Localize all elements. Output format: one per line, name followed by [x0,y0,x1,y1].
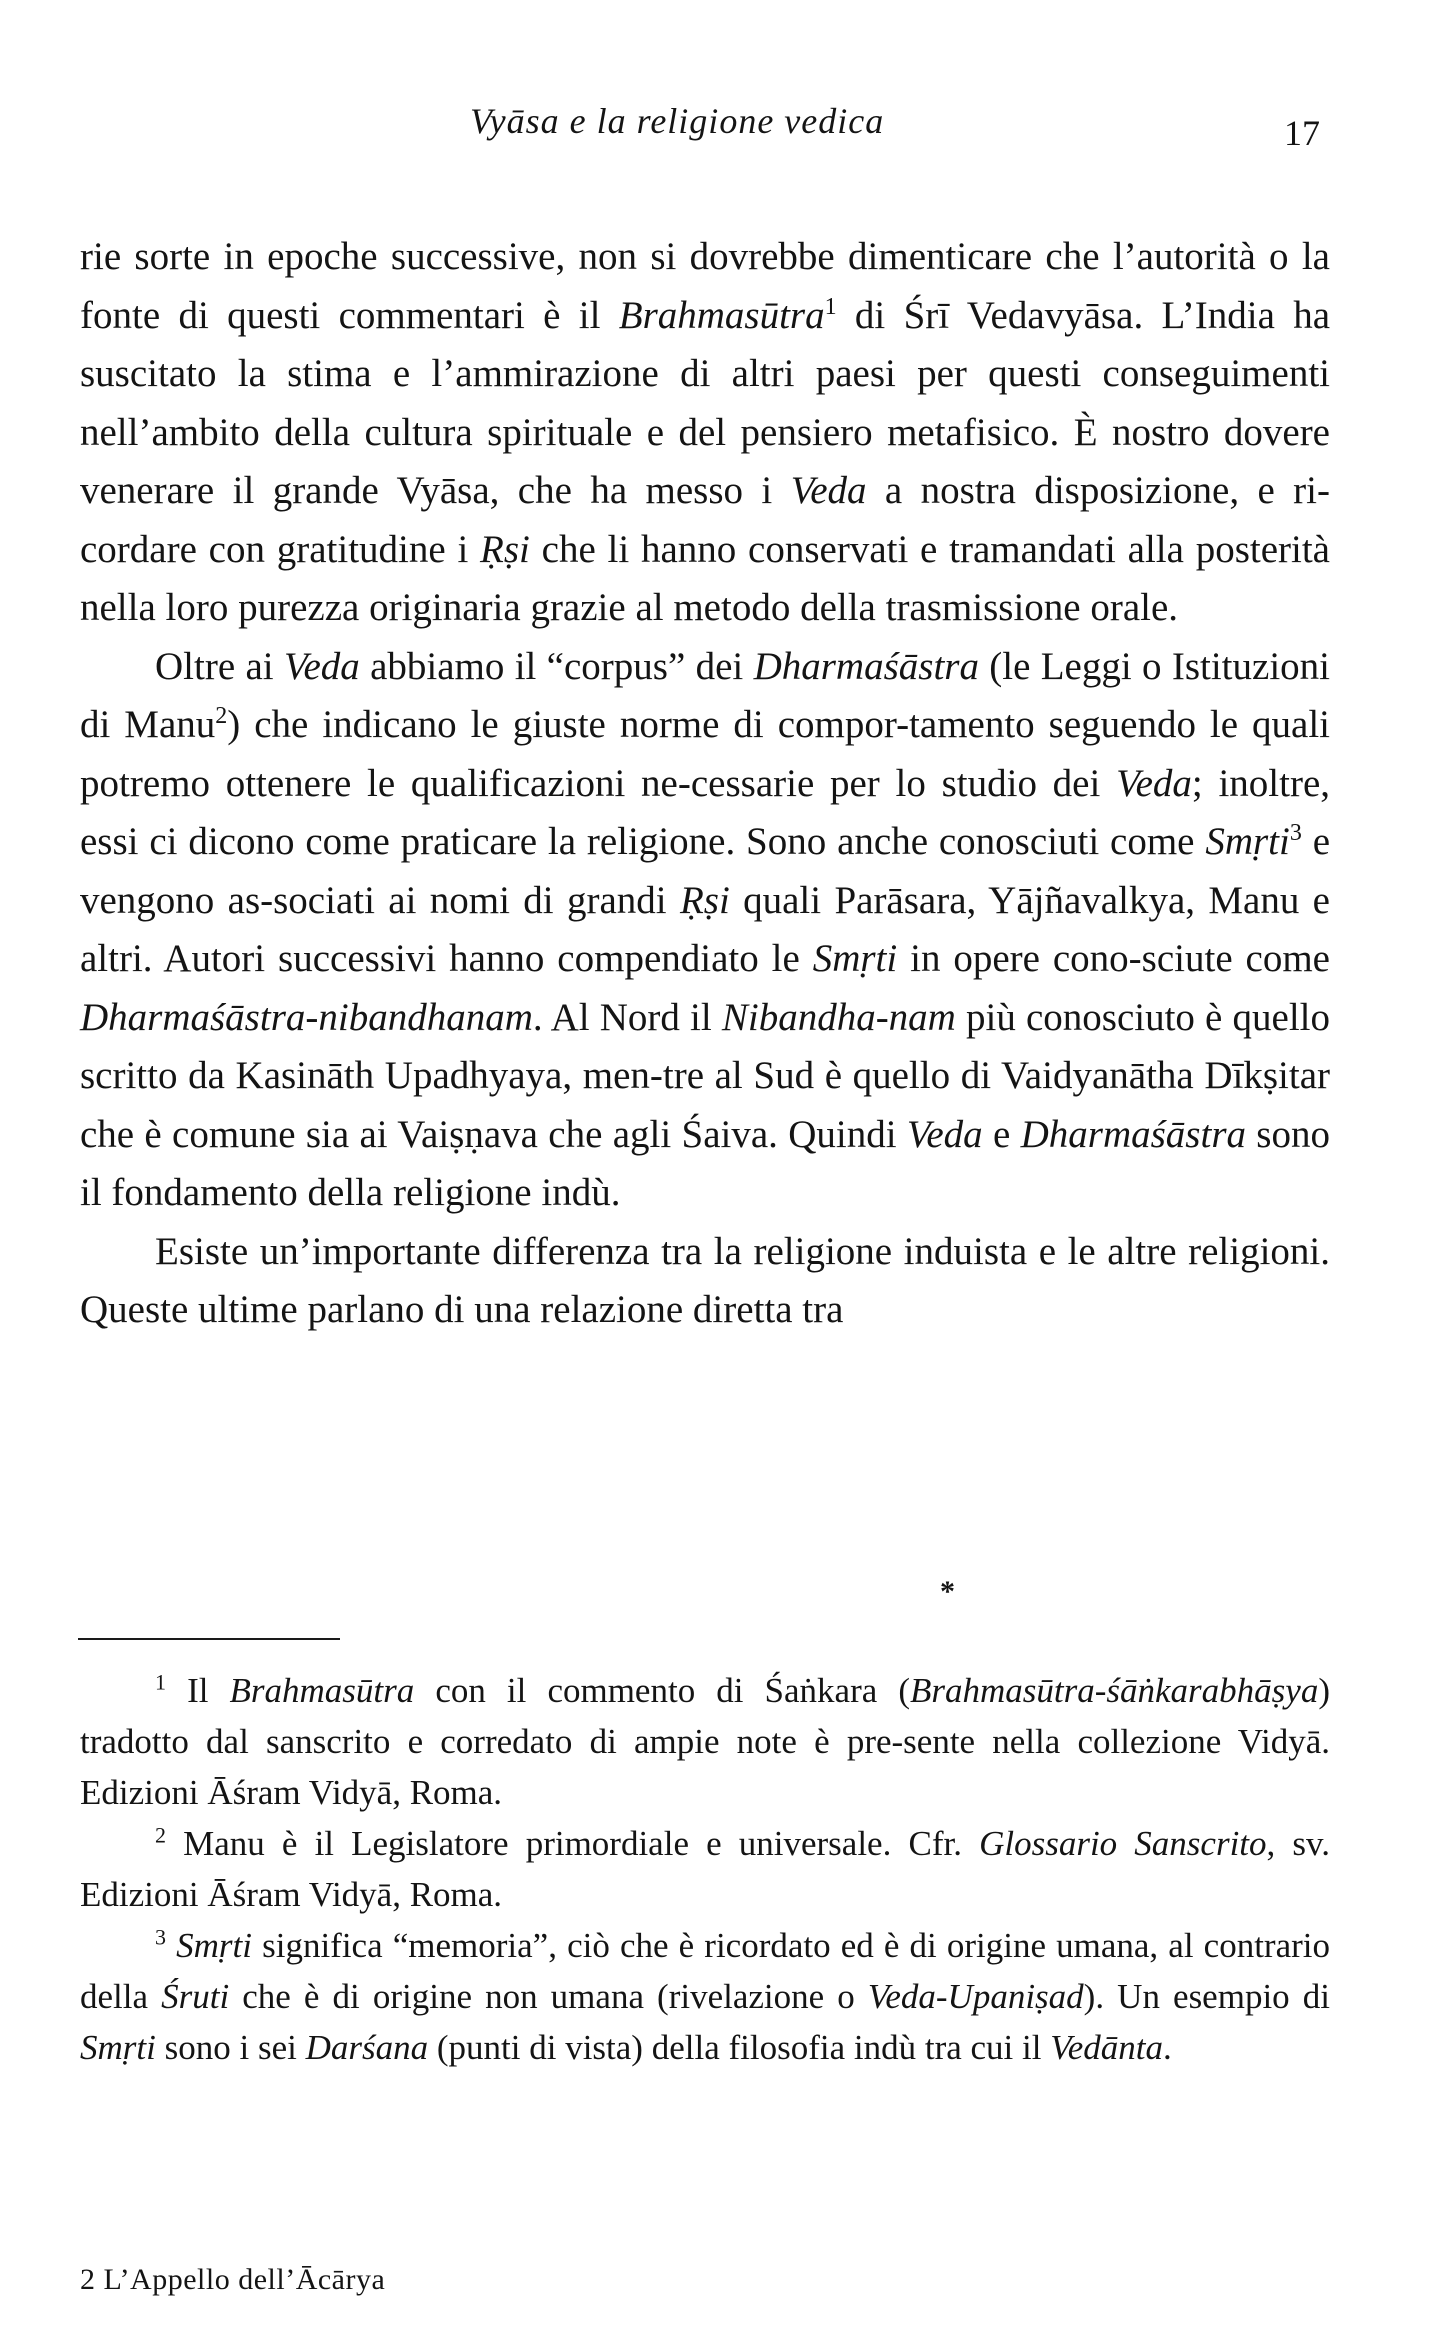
footnote-ref: 3 [1289,820,1302,846]
italic-term: Brahmasūtra-śāṅkarabhāṣya [910,1671,1319,1710]
paragraph-1 [80,228,1330,638]
footnote-ref: 1 [824,293,837,320]
footnote-number: 2 [155,1822,166,1848]
italic-term: Śruti [161,1977,230,2016]
footnotes [80,1665,1330,2073]
italic-term: Brahmasūtra [618,293,825,337]
italic-term: Smṛti [80,2028,156,2067]
italic-term: Veda [1116,761,1192,805]
text-run: che li hanno conservati e tramandati alla posterità nella loro purezza originaria grazie al metodo della trasmissione orale. [80,527,1330,629]
text-run: più conosciuto è quello scritto da Kasināth Upadhyaya, men-tre al Sud è quello di Vaidyanātha Dīkṣitar che è comune sia ai Vaiṣṇava che agli Śaiva. Quindi [80,995,1330,1156]
footnote-2 [80,1818,1330,1920]
asterisk-mark: * [940,1575,955,1608]
text-run: che è di origine non umana (rivelazione o [229,1977,868,2016]
text-run: , sv. Edizioni Āśram Vidyā, Roma. [80,1824,1330,1914]
text-run: abbiamo il “corpus” dei [359,644,754,688]
footnote-number: 3 [155,1924,166,1950]
text-run: (le Leggi o Istituzioni di Manu [80,644,1331,746]
footnote-divider [78,1638,340,1640]
text-run: Il [166,1671,230,1710]
footnote-ref: 2 [215,703,228,729]
italic-term: Veda-Upaniṣad [867,1977,1084,2016]
italic-term: Vedānta [1050,2028,1163,2067]
italic-term: Veda [790,469,867,512]
text-run: a nostra disposizione, e ri-cordare con gratitudine i [80,469,1330,571]
text-run: ). Un esempio di [1083,1977,1330,2016]
italic-term: Brahmasūtra [229,1671,415,1710]
text-run: (punti di vista) della filosofia indù tra cui il [428,2028,1051,2067]
text-run: . Al Nord il [532,995,722,1039]
text-run: Manu è il Legislatore primordiale e universale. Cfr. [166,1824,980,1863]
text-run: significa “memoria”, ciò che è ricordato ed è di origine umana, al contrario della [80,1926,1330,2016]
italic-term: Darśana [305,2028,429,2067]
signature-line: 2 L’Appello dell’Ācārya [80,2263,386,2296]
italic-term: Nibandha-nam [721,995,956,1039]
text-run: di Śrī Vedavyāsa. L’India ha suscitato la stima e l’ammirazione di altri paesi per questi conseguimenti nell’ambito della cultura spirituale e del pensiero metafisico. È nostro dovere venerare il grande Vyāsa, che ha messo i [80,293,1330,512]
paragraph-2 [80,638,1330,1223]
italic-term: Ṛṣi [480,527,530,571]
running-title: Vyāsa e la religione vedica [470,101,885,141]
running-head [80,100,1320,160]
footnote-3 [80,1920,1330,2073]
text-run: rie sorte in epoche successive, non si dovrebbe dimenticare che l’autorità o la fonte di questi commentari è il [80,235,1330,337]
page-number: 17 [1284,113,1320,153]
text-run: con il commento di Śaṅkara ( [414,1671,910,1710]
italic-term: Dharmaśāstra-nibandhanam [80,995,533,1039]
italic-term: Ṛṣi [679,878,730,922]
text-run: sono i sei [155,2028,306,2067]
italic-term: Smṛti [812,937,898,980]
text-run: e [982,1112,1021,1156]
footnote-number: 1 [155,1669,166,1695]
footnote-1 [80,1665,1330,1818]
text-run: Esiste un’importante differenza tra la religione induista e le altre religioni. Queste ultime parlano di una relazione diretta tra [80,1229,1330,1331]
text-run: Oltre ai [155,644,284,688]
text-run: ) tradotto dal sanscrito e corredato di ampie note è pre-sente nella collezione Vidyā. Edizioni Āśram Vidyā, Roma. [80,1671,1330,1812]
italic-term: Smṛti [1205,820,1290,863]
text-run: . [1162,2028,1172,2067]
text-run: sono il fondamento della religione indù. [80,1112,1330,1214]
italic-term: Veda [906,1112,983,1156]
text-run [166,1926,176,1965]
italic-term: Smṛti [176,1926,252,1965]
text-run: ; inoltre, essi ci dicono come praticare la religione. Sono anche conosciuti come [80,761,1330,863]
text-run: e vengono as-sociati ai nomi di grandi [80,820,1330,922]
paragraph-3 [80,1223,1330,1340]
text-run: in opere cono-sciute come [897,937,1330,980]
body-text [80,228,1330,1340]
italic-term: Glossario Sanscrito [979,1824,1267,1863]
italic-term: Dharmaśāstra [753,644,979,688]
text-run: quali Parāsara, Yājñavalkya, Manu e altri. Autori successivi hanno compendiato le [80,878,1330,980]
italic-term: Veda [283,644,360,688]
text-run: ) che indicano le giuste norme di compor-tamento seguendo le quali potremo ottenere le qualificazioni ne-cessarie per lo studio dei [80,703,1331,805]
italic-term: Dharmaśāstra [1020,1112,1246,1156]
